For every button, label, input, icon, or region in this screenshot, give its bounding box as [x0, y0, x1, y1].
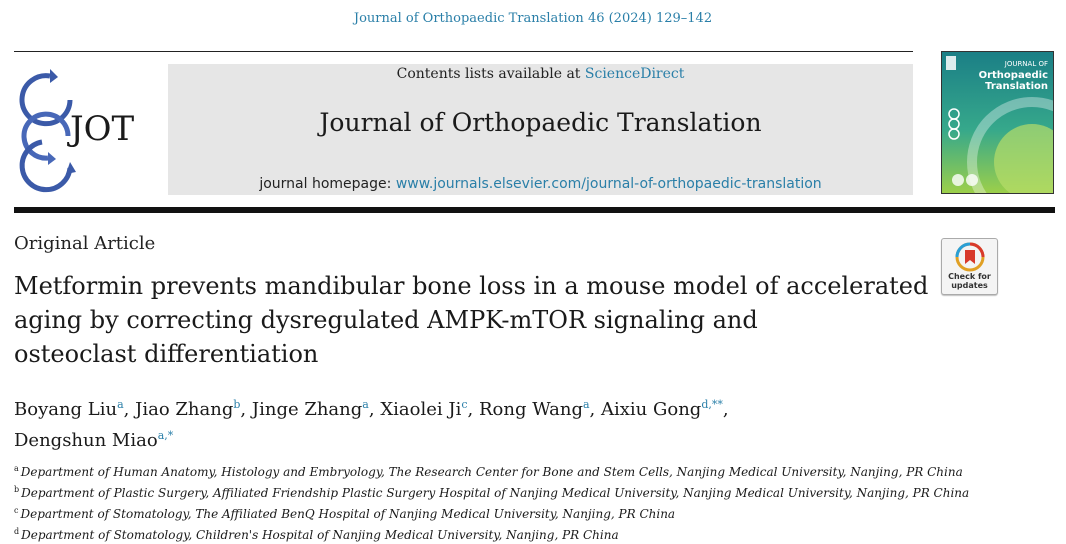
cover-line2: Orthopaedic	[978, 70, 1048, 81]
check-for-updates-button[interactable]	[941, 238, 998, 295]
author-separator: ,	[467, 399, 474, 420]
journal-name: Journal of Orthopaedic Translation	[319, 108, 762, 137]
article-title	[14, 269, 934, 371]
author-affiliation-ref[interactable]: a,*	[157, 429, 174, 442]
contents-prefix: Contents lists available at	[396, 66, 581, 82]
author-name[interactable]: Dengshun Miao	[14, 430, 158, 451]
journal-citation[interactable]: Journal of Orthopaedic Translation 46 (2024) 129–142	[353, 11, 713, 26]
author-separator: ,	[368, 399, 375, 420]
author-affiliation-ref[interactable]: a	[362, 398, 369, 411]
affiliation-list	[14, 460, 1054, 544]
author-separator: ,	[240, 399, 247, 420]
affiliation-label: d	[14, 527, 20, 536]
author-list	[14, 392, 934, 454]
author-name[interactable]: Rong Wang	[478, 399, 583, 420]
author-separator: ,	[722, 399, 729, 420]
homepage-prefix: journal homepage:	[259, 176, 392, 192]
jot-logo-icon	[14, 64, 142, 194]
header-divider	[14, 207, 1055, 213]
author-line	[14, 423, 934, 454]
contents-line	[168, 66, 913, 82]
author-name[interactable]: Jiao Zhang	[135, 399, 234, 420]
bookmark-icon	[955, 242, 985, 272]
author-line	[14, 392, 934, 423]
author-name[interactable]: Xiaolei Ji	[380, 399, 462, 420]
homepage-line	[168, 176, 913, 192]
author-separator: ,	[589, 399, 596, 420]
author-affiliation-ref[interactable]: c	[461, 398, 468, 411]
author-name[interactable]: Boyang Liu	[14, 399, 118, 420]
jot-logo	[14, 64, 142, 194]
homepage-link[interactable]: www.journals.elsevier.com/journal-of-orthopaedic-translation	[395, 176, 822, 192]
check-updates-line2: updates	[951, 281, 988, 290]
affiliation-text: Department of Human Anatomy, Histology and Embryology, The Research Center for Bone and Stem Cells, Nanjing Medical University, Nanjing, PR China	[20, 465, 963, 479]
title-line: Metformin prevents mandibular bone loss in a mouse model of accelerated	[14, 272, 929, 300]
author-affiliation-ref[interactable]: b	[233, 398, 241, 411]
affiliation-item	[14, 502, 1054, 523]
check-updates-line1: Check for	[948, 272, 991, 281]
affiliation-item	[14, 481, 1054, 502]
affiliation-text: Department of Stomatology, The Affiliated BenQ Hospital of Nanjing Medical University, Nanjing, PR China	[20, 507, 676, 521]
journal-cover-icon	[942, 52, 1053, 193]
journal-masthead	[168, 64, 913, 195]
affiliation-label: c	[14, 506, 19, 515]
author-name[interactable]: Aixiu Gong	[601, 399, 702, 420]
author-name[interactable]: Jinge Zhang	[251, 399, 363, 420]
title-line: aging by correcting dysregulated AMPK-mTOR signaling and	[14, 306, 758, 334]
article-type: Original Article	[14, 233, 156, 254]
sciencedirect-link[interactable]: ScienceDirect	[584, 66, 685, 82]
affiliation-label: b	[14, 485, 20, 494]
title-line: osteoclast differentiation	[14, 340, 319, 368]
journal-cover[interactable]	[941, 51, 1054, 194]
affiliation-label: a	[14, 464, 19, 473]
top-divider	[14, 51, 913, 52]
affiliation-text: Department of Stomatology, Children's Hospital of Nanjing Medical University, Nanjing, PR China	[21, 528, 619, 542]
affiliation-text: Department of Plastic Surgery, Affiliated Friendship Plastic Surgery Hospital of Nanjing Medical University, Nanjing Medical University, Nanjing, PR China	[21, 486, 970, 500]
author-affiliation-ref[interactable]: a	[117, 398, 124, 411]
cover-line1: JOURNAL OF	[1004, 60, 1048, 68]
author-separator: ,	[123, 399, 130, 420]
affiliation-item	[14, 460, 1054, 481]
author-affiliation-ref[interactable]: a	[582, 398, 590, 411]
author-affiliation-ref[interactable]: d,**	[701, 398, 723, 411]
jot-logo-text: JOT	[70, 109, 135, 149]
cover-line3: Translation	[985, 81, 1048, 92]
